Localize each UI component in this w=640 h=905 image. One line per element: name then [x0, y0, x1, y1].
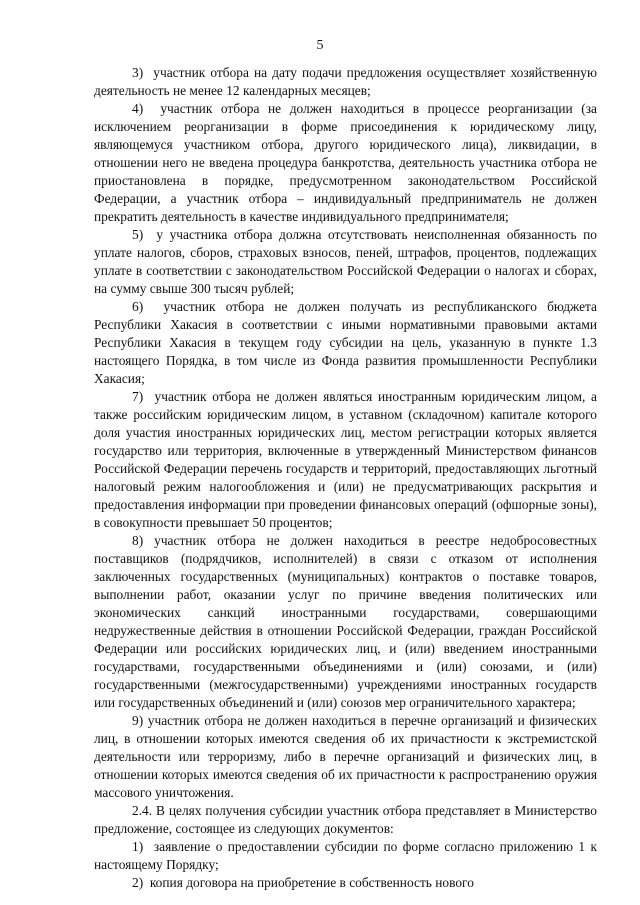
paragraph-document-1: 1) заявление о предоставлении субсидии по форме согласно приложению 1 к настоящему Порядку; — [94, 839, 597, 872]
paragraph-item-3: 3) участник отбора на дату подачи предложения осуществляет хозяйственную деятельность не менее 12 календарных месяцев; — [94, 65, 597, 98]
paragraph-section-2-4: 2.4. В целях получения субсидии участник отбора представляет в Министерство предложение, состоящее из следующих документов: — [94, 803, 597, 836]
paragraph-document-2: 2) копия договора на приобретение в собственность нового — [132, 875, 474, 890]
paragraph-item-8: 8) участник отбора не должен находиться в реестре недобросовестных поставщиков (подрядчиков, исполнителей) в связи с отказом от исполнения заключенных государственных (муниципальных) контрактов о поставке товаров, выполнении работ, оказании услуг по причине введения политических или экономических санкций иностранными государствами, совершающими недружественные действия в отношении Российской Федерации, граждан Российской Федерации или российских юридических лиц, и (или) введением иностранными государствами, государственными объединениями и (или) союзами, и (или) государственными (межгосударственными) учреждениями иностранных государств или государственных объединений и (или) союзов мер ограничительного характера; — [94, 533, 597, 710]
page-number: 5 — [316, 38, 324, 53]
paragraph-item-6: 6) участник отбора не должен получать из республиканского бюджета Республики Хакасия в соответствии с иными нормативными правовыми актами Республики Хакасия в текущем году субсидии на цель, указанную в пункте 1.3 настоящего Порядка, в том числе из Фонда развития промышленности Республики Хакасия; — [94, 299, 597, 386]
paragraph-item-9: 9) участник отбора не должен находиться в перечне организаций и физических лиц, в отношении которых имеются сведения об их причастности к экстремистской деятельности или терроризму, либо в перечне организаций и физических лиц, в отношении которых имеются сведения об их причастности к распространению оружия массового уничтожения. — [94, 713, 597, 800]
paragraph-item-7: 7) участник отбора не должен являться иностранным юридическим лицом, а также российским юридическим лицом, в уставном (складочном) капитале которого доля участия иностранных юридических лиц, местом регистрации которых является государство или территория, включенные в утвержденный Министерством финансов Российской Федерации перечень государств и территорий, предоставляющих льготный налоговый режим налогообложения и (или) не предусматривающих раскрытия и предоставления информации при проведении финансовых операций (офшорные зоны), в совокупности превышает 50 процентов; — [94, 389, 597, 530]
document-body — [94, 64, 597, 892]
paragraph-item-5: 5) у участника отбора должна отсутствовать неисполненная обязанность по уплате налогов, сборов, страховых взносов, пеней, штрафов, процентов, подлежащих уплате в соответствии с законодательством Российской Федерации о налогах и сборах, на сумму свыше 300 тысяч рублей; — [94, 227, 597, 296]
paragraph-item-4: 4) участник отбора не должен находиться в процессе реорганизации (за исключением реорганизации в форме присоединения к юридическому лицу, являющемуся участником отбора, другого юридического лица), ликвидации, в отношении него не введена процедура банкротства, деятельность участника отбора не приостановлена в порядке, предусмотренном законодательством Российской Федерации, а участник отбора – индивидуальный предприниматель не должен прекратить деятельность в качестве индивидуального предпринимателя; — [94, 101, 597, 224]
